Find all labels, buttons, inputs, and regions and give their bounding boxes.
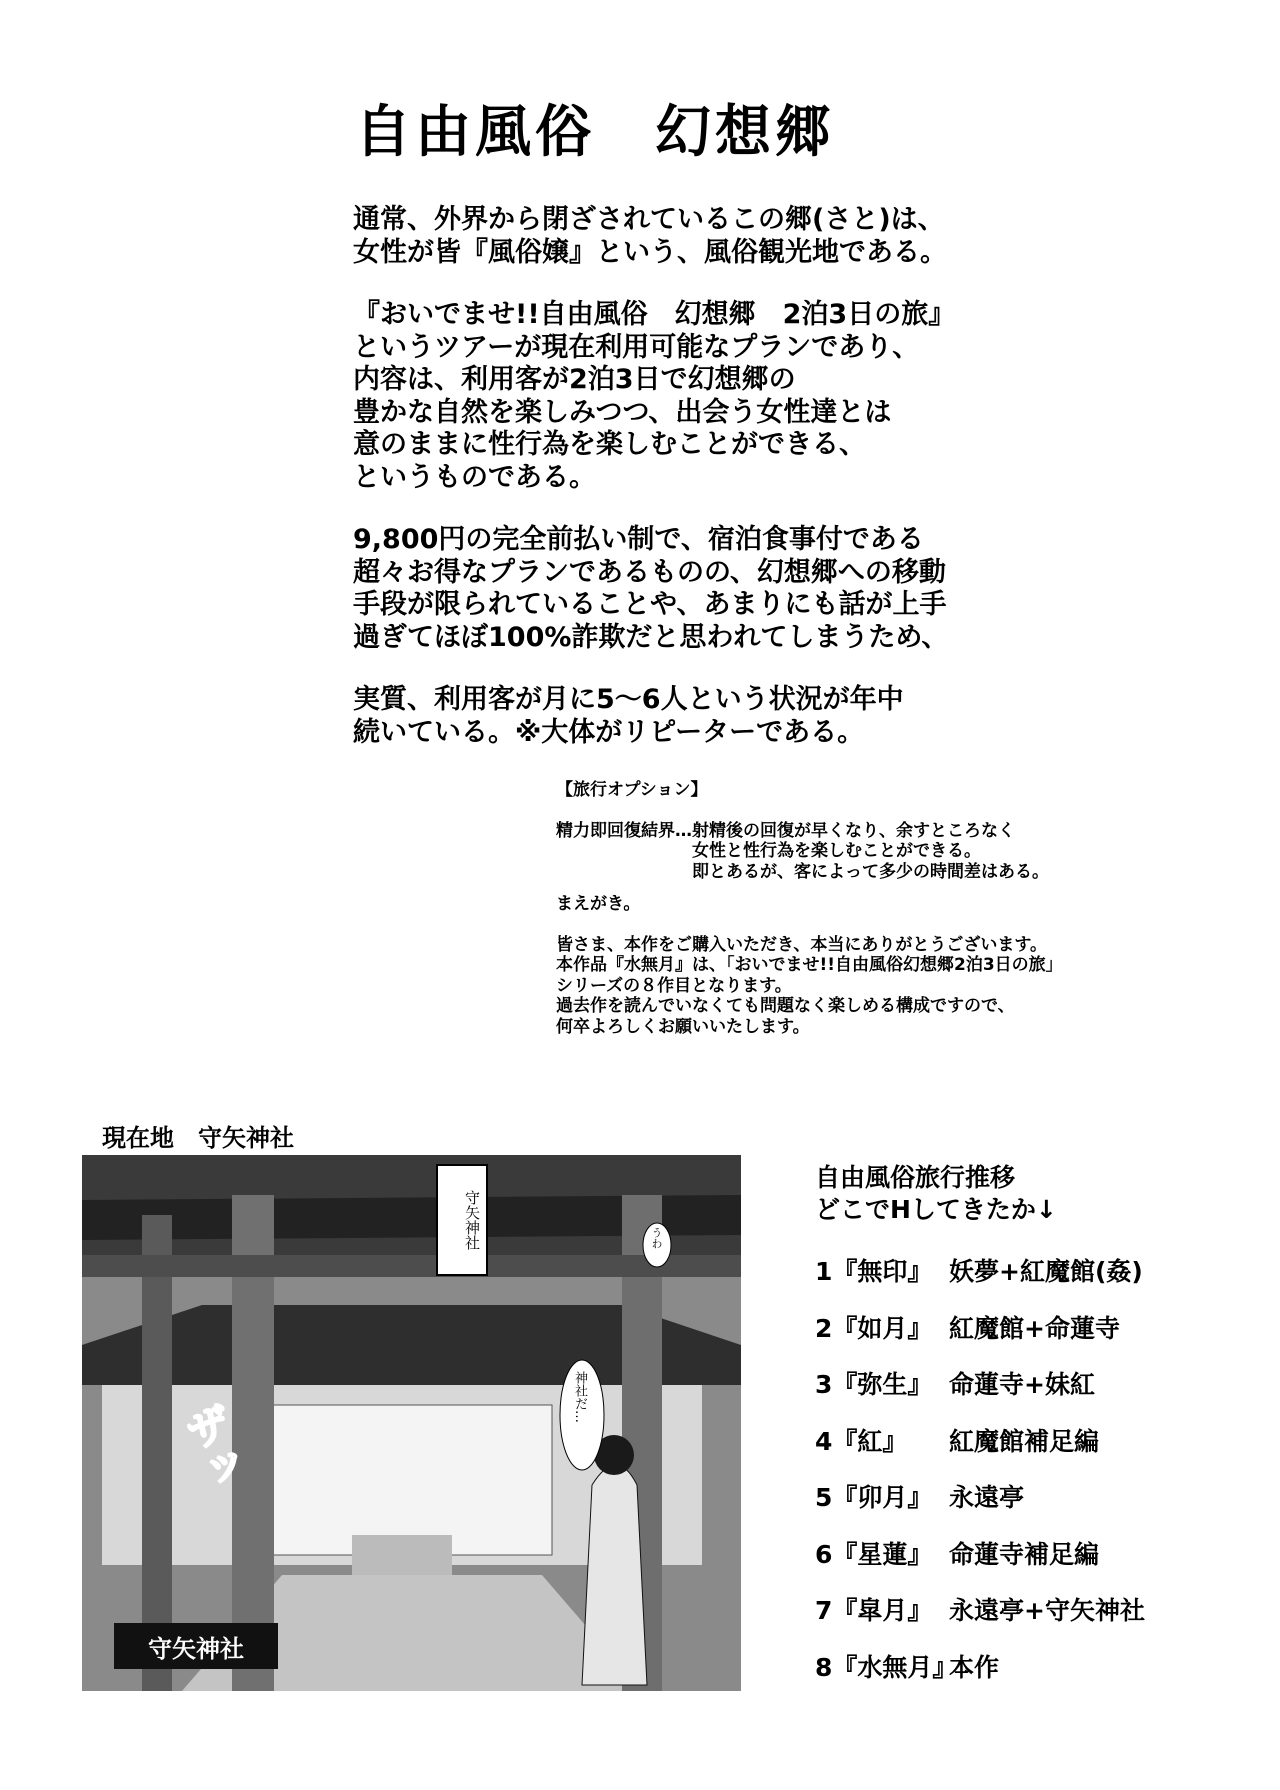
history-item-title: 7『皐月』 (815, 1596, 933, 1626)
history-item-title: 2『如月』 (815, 1313, 933, 1343)
afterword-line: 本作品『水無月』は、「おいでませ!!自由風俗幻想郷2泊3日の旅」 (556, 955, 1063, 975)
options-block (556, 780, 1063, 1037)
history-item-title: 5『卯月』 (815, 1483, 933, 1513)
travel-history (815, 1162, 1145, 1694)
history-item-place: 紅魔館補足編 (949, 1426, 1100, 1456)
page-title: 自由風俗 幻想郷 (355, 100, 835, 165)
option-line: 精力即回復結界…射精後の回復が早くなり、余すところなく (556, 820, 1015, 841)
intro-paragraph: 実質、利用客が月に5～6人という状況が年中 続いている。※大体がリピーターである。 (353, 684, 904, 748)
afterword-line: 何卒よろしくお願いいたします。 (556, 1016, 810, 1037)
options-heading: 【旅行オプション】 (556, 780, 708, 800)
afterword-heading: まえがき。 (556, 894, 641, 914)
history-item-title: 6『星蓮』 (815, 1539, 933, 1569)
option-line: 即とあるが、客によって多少の時間差はある。 (556, 861, 1049, 882)
sound-effect: ザッ (173, 1399, 246, 1498)
history-item (815, 1638, 1145, 1695)
history-item (815, 1412, 1145, 1469)
history-item-title: 8『水無月』 (815, 1652, 958, 1682)
history-item-place: 本作 (949, 1652, 1000, 1682)
history-item (815, 1581, 1145, 1638)
history-item (815, 1242, 1145, 1299)
intro-paragraph: 通常、外界から閉ざされているこの郷(さと)は、 女性が皆『風俗嬢』という、風俗観光地である。 (353, 204, 947, 268)
afterword-line: シリーズの８作目となります。 (556, 975, 792, 996)
history-item (815, 1525, 1145, 1582)
intro-text (353, 204, 955, 779)
history-item (815, 1299, 1145, 1356)
history-item (815, 1468, 1145, 1525)
intro-paragraph: 『おいでませ!!自由風俗 幻想郷 2泊3日の旅』 というツアーが現在利用可能なプランであり、 内容は、利用客が2泊3日で幻想郷の 豊かな自然を楽しみつつ、出会う女性達とは 意のままに性行為を楽しむことができる、 というものである。 (353, 299, 956, 493)
history-item (815, 1355, 1145, 1412)
speech-bubble-small: うわ (650, 1227, 663, 1249)
history-item-title: 4『紅』 (815, 1426, 908, 1456)
afterword-line: 皆さま、本作をご購入いただき、本当にありがとうございます。 (556, 934, 1047, 955)
history-item-title: 3『弥生』 (815, 1370, 933, 1400)
history-item-place: 紅魔館+命蓮寺 (949, 1313, 1120, 1343)
history-item-place: 命蓮寺補足編 (949, 1539, 1100, 1569)
intro-paragraph: 9,800円の完全前払い制で、宿泊食事付である 超々お得なプランであるものの、幻想郷への移動 手段が限られていることや、あまりにも話が上手 過ぎてほぼ100%詐欺だと思われてしまうため、 (353, 524, 949, 653)
history-subheading: どこでHしてきたか↓ (815, 1195, 1057, 1224)
history-item-place: 永遠亭 (949, 1483, 1025, 1513)
history-item-place: 永遠亭+守矢神社 (949, 1596, 1145, 1626)
history-item-place: 妖夢+紅魔館(姦) (949, 1257, 1143, 1287)
scene-label: 守矢神社 (114, 1623, 278, 1669)
afterword-line: 過去作を読んでいなくても問題なく楽しめる構成ですので、 (556, 996, 1015, 1016)
location-caption: 現在地 守矢神社 (102, 1124, 294, 1152)
speech-bubble: 神社だ… (572, 1371, 587, 1423)
history-heading: 自由風俗旅行推移 (815, 1163, 1016, 1192)
history-item-title: 1『無印』 (815, 1257, 933, 1287)
option-line: 女性と性行為を楽しむことができる。 (556, 841, 981, 861)
history-item-place: 命蓮寺+妹紅 (949, 1370, 1095, 1400)
shrine-plaque: 守矢神社 (463, 1190, 481, 1250)
shrine-illustration (82, 1155, 741, 1691)
